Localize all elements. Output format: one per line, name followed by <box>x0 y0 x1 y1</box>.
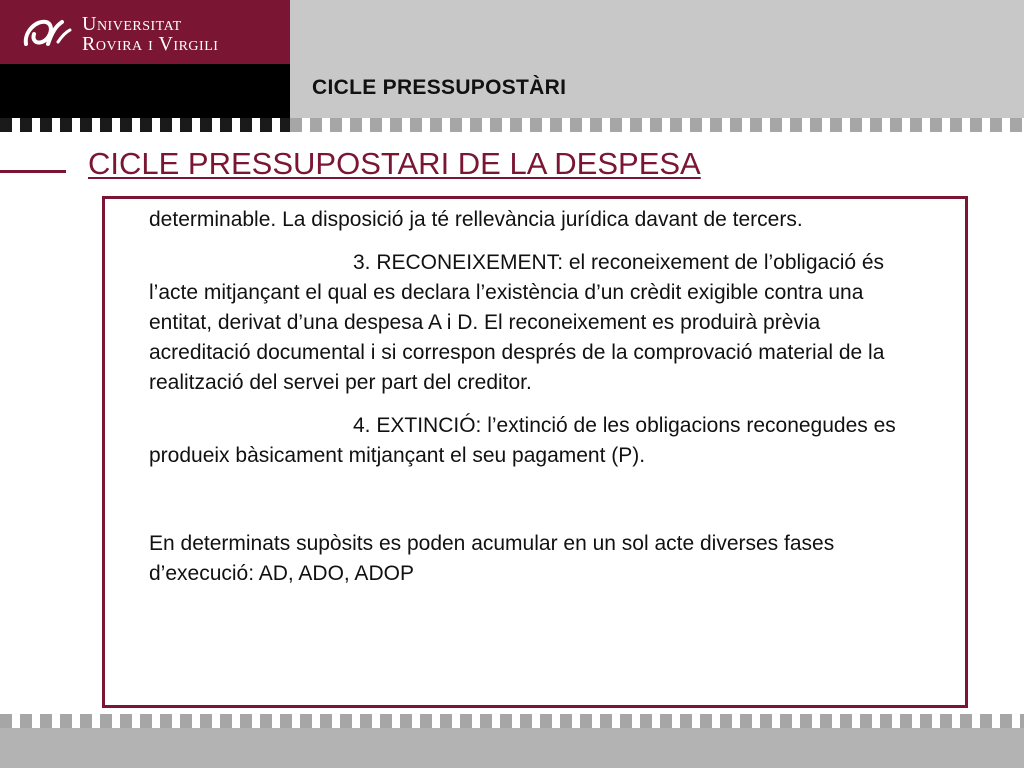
paragraph-fases: En determinats supòsits es poden acumular en un sol acte diverses fases d’execució: AD, ADO, ADOP <box>149 532 835 585</box>
content-text <box>149 205 921 602</box>
footer-bar <box>0 728 1024 768</box>
top-stripe-light <box>290 118 1024 132</box>
paragraph-gap <box>149 484 921 529</box>
header-banner <box>290 0 1024 118</box>
paragraph-reconeixement-wrap <box>149 248 921 398</box>
paragraph-reconeixement: 3. RECONEIXEMENT: el reconeixement de l’obligació és l’acte mitjançant el qual es declara l’existència d’un crèdit exigible contra una entitat, derivat d’una despesa A i D. El reconeixement es produirà prèvia acreditació documental i si correspon després de la comprovació material de la realització del servei per part del creditor. <box>149 251 885 394</box>
university-name-line1: Universitat <box>82 13 182 35</box>
university-name-line2: Rovira i Virgili <box>82 33 219 55</box>
university-name <box>82 14 218 54</box>
paragraph-extincio-wrap <box>149 411 921 471</box>
title-accent-line <box>0 170 66 173</box>
bottom-stripe <box>0 714 1024 728</box>
urv-logo-icon <box>22 14 74 52</box>
black-banner <box>0 64 290 118</box>
paragraph-disposicio: determinable. La disposició ja té rellevància jurídica davant de tercers. <box>149 208 803 231</box>
content-box <box>102 196 968 708</box>
paragraph-extincio: 4. EXTINCIÓ: l’extinció de les obligacions reconegudes es produeix bàsicament mitjançant el seu pagament (P). <box>149 414 896 467</box>
logo-banner <box>0 0 290 64</box>
slide-title: CICLE PRESSUPOSTARI DE LA DESPESA <box>88 146 701 181</box>
section-title: CICLE PRESSUPOSTÀRI <box>312 76 567 99</box>
